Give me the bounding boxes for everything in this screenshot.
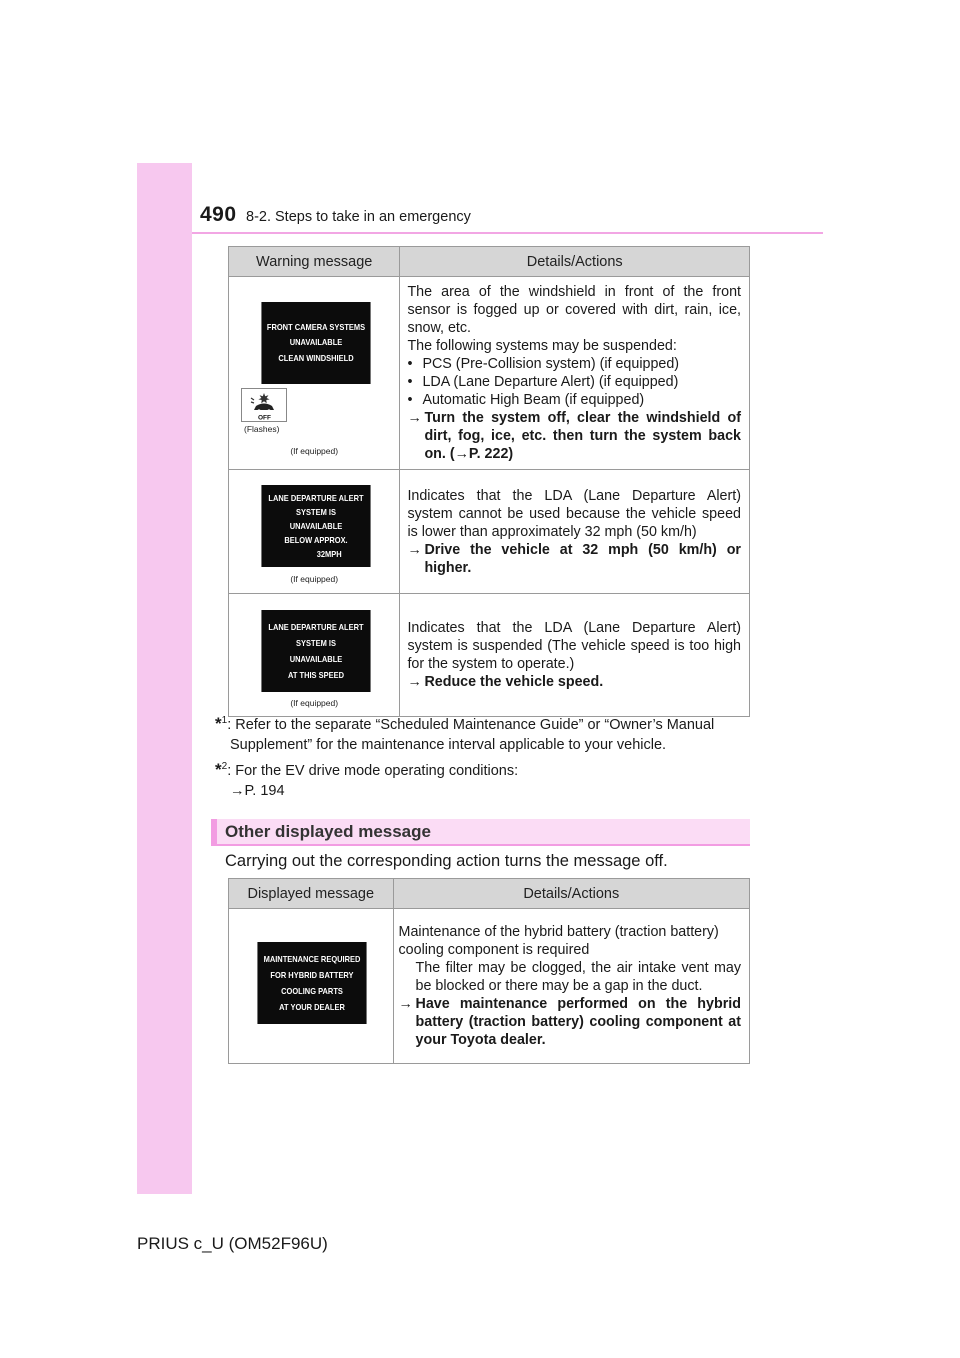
page-number: 490 xyxy=(200,203,237,226)
if-equipped-note: (If equipped) xyxy=(290,574,339,584)
message-image-cell xyxy=(229,277,400,470)
details-cell xyxy=(400,594,750,717)
screen-text: UNAVAILABLE xyxy=(289,337,343,348)
arrow-icon: → xyxy=(407,674,422,690)
screen-text: BELOW APPROX. xyxy=(284,535,348,545)
section-title: 8-2. Steps to take in an emergency xyxy=(246,209,471,225)
footnote-text: : For the EV drive mode operating conditions: xyxy=(227,762,519,779)
header-rule xyxy=(192,232,823,234)
screen-text: AT THIS SPEED xyxy=(288,670,344,680)
details-cell xyxy=(393,909,749,1064)
screen-text: SYSTEM IS xyxy=(296,638,336,648)
footnote-mark: * xyxy=(215,713,222,733)
col-header-details: Details/Actions xyxy=(393,879,749,909)
col-header-warning-message: Warning message xyxy=(229,247,400,277)
if-equipped-note: (If equipped) xyxy=(290,446,339,456)
if-equipped-note: (If equipped) xyxy=(290,698,339,708)
side-margin-band xyxy=(137,163,192,1194)
screen-text: 32MPH xyxy=(316,549,342,559)
footer-model: PRIUS c_U (OM52F96U) xyxy=(137,1234,328,1253)
footnote-mark: * xyxy=(215,759,222,779)
footnote-text: Supplement” for the maintenance interval applicable to your vehicle. xyxy=(230,736,667,753)
col-header-displayed-message: Displayed message xyxy=(229,879,394,909)
table-header-row xyxy=(229,879,750,909)
table-row xyxy=(229,909,750,1064)
screen-text: MAINTENANCE REQUIRED xyxy=(263,954,361,964)
displayed-message-table xyxy=(228,878,750,1064)
table-row xyxy=(229,470,750,594)
details-text: The filter may be clogged, the air intake vent may be blocked or there may be a gap in the duct. xyxy=(415,960,741,994)
screen-text: AT YOUR DEALER xyxy=(279,1002,345,1012)
screen-text: LANE DEPARTURE ALERT xyxy=(268,622,364,632)
details-text: Indicates that the LDA (Lane Departure Alert) system cannot be used because the vehicle speed is lower than approximately 32 mph (50 km/h) xyxy=(407,487,741,540)
details-cell xyxy=(400,277,750,470)
action-text: → Have maintenance performed on the hybrid battery (traction battery) cooling component at your Toyota dealer. xyxy=(398,996,741,1048)
action-text: → Drive the vehicle at 32 mph (50 km/h) or higher. xyxy=(407,541,741,576)
bullet-item: • PCS (Pre-Collision system) (if equipped) xyxy=(407,356,680,372)
details-text: Maintenance of the hybrid battery (traction battery) cooling component is required xyxy=(398,924,719,958)
message-image-cell xyxy=(229,470,400,594)
col-header-details: Details/Actions xyxy=(400,247,750,277)
footnote-text: : Refer to the separate “Scheduled Maintenance Guide” or “Owner’s Manual xyxy=(227,716,715,733)
screen-text: UNAVAILABLE xyxy=(289,654,343,664)
footnote-number: 1 xyxy=(221,715,228,726)
screen-text: LANE DEPARTURE ALERT xyxy=(268,493,364,503)
arrow-icon: → xyxy=(407,410,422,426)
bullet-item: • Automatic High Beam (if equipped) xyxy=(407,392,645,408)
display-screen xyxy=(257,942,366,1024)
arrow-icon: → xyxy=(398,996,413,1012)
message-image-cell xyxy=(229,594,400,717)
screen-text: FRONT CAMERA SYSTEMS xyxy=(266,321,366,332)
footnote-1 xyxy=(215,711,755,755)
footnote-number: 2 xyxy=(221,761,228,772)
details-cell xyxy=(400,470,750,594)
warning-message-table xyxy=(228,246,750,717)
table-row xyxy=(229,277,750,470)
arrow-icon: → xyxy=(407,541,422,558)
svg-text:OFF: OFF xyxy=(258,414,271,421)
other-message-heading xyxy=(211,819,750,846)
details-text: The following systems may be suspended: xyxy=(407,338,677,354)
footnote-link[interactable]: →P. 194 xyxy=(230,782,285,799)
display-screen xyxy=(261,302,370,384)
footnote-2 xyxy=(215,757,755,801)
screen-text: CLEAN WINDSHIELD xyxy=(278,352,354,363)
details-text: The area of the windshield in front of the front sensor is fogged up or covered with dirt, rain, ice, snow, etc. xyxy=(407,284,741,336)
display-screen xyxy=(261,485,370,567)
intro-text: Carrying out the corresponding action turns the message off. xyxy=(225,852,668,870)
screen-text: SYSTEM IS xyxy=(296,507,336,517)
screen-text: FOR HYBRID BATTERY xyxy=(270,970,354,980)
table-row xyxy=(229,594,750,717)
message-image-cell xyxy=(229,909,394,1064)
action-text: → Reduce the vehicle speed. xyxy=(407,674,604,690)
display-screen xyxy=(261,610,370,692)
pcs-off-icon xyxy=(241,388,287,422)
action-text: → Turn the system off, clear the windshield of dirt, fog, ice, etc. then turn the system back on. (→P. 222) xyxy=(407,410,741,462)
table-header-row xyxy=(229,247,750,277)
screen-text: UNAVAILABLE xyxy=(289,521,343,531)
screen-text: COOLING PARTS xyxy=(281,986,343,996)
details-text: Indicates that the LDA (Lane Departure Alert) system is suspended (The vehicle speed is too high for the system to operate.) xyxy=(407,620,741,672)
bullet-item: • LDA (Lane Departure Alert) (if equipped) xyxy=(407,374,679,390)
heading-text: Other displayed message xyxy=(225,822,431,841)
flashes-caption: (Flashes) xyxy=(244,424,280,434)
